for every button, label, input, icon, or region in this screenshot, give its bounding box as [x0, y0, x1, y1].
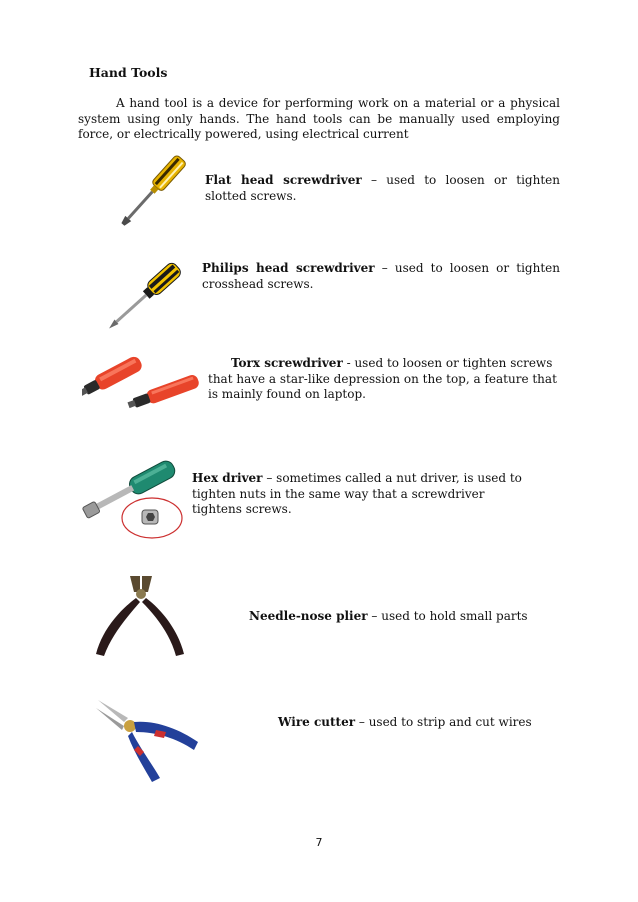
wire-cutter-image	[94, 692, 202, 782]
tool-name: Torx screwdriver	[231, 356, 343, 370]
tool-name: Wire cutter	[278, 715, 356, 729]
tool-description: used to strip and cut wires	[368, 715, 532, 729]
tool-name: Flat head screwdriver	[205, 173, 362, 187]
tool-philips-head-screwdriver: Philips head screwdriver – used to loosen or tighten crosshead screws.	[202, 261, 560, 291]
tool-description: used to loosen or tighten slotted screws.	[205, 173, 560, 203]
tool-description: used to loosen or tighten crosshead screws.	[202, 261, 560, 291]
needle-nose-plier-image	[90, 570, 192, 660]
tool-needle-nose-plier: Needle-nose plier – used to hold small parts	[249, 609, 528, 623]
tool-description: sometimes called a nut driver, is used to tighten nuts in the same way that a screwdriver tightens screws.	[192, 471, 522, 516]
tool-flat-head-screwdriver: Flat head screwdriver – used to loosen or tighten slotted screws.	[205, 173, 560, 203]
philips-head-screwdriver-image	[94, 252, 194, 342]
section-heading: Hand Tools	[89, 65, 168, 80]
hex-driver-image	[76, 450, 188, 540]
tool-hex-driver: Hex driver – sometimes called a nut driver, is used to tighten nuts in the same way that a screwdriver tightens screws.	[192, 471, 522, 516]
tool-name: Hex driver	[192, 471, 263, 485]
flat-head-screwdriver-image	[108, 146, 198, 236]
torx-screwdriver-image	[82, 348, 202, 412]
tool-name: Philips head screwdriver	[202, 261, 375, 275]
tool-wire-cutter: Wire cutter – used to strip and cut wires	[278, 715, 532, 729]
tool-description: used to loosen or tighten screws that have a star-like depression on the top, a feature that is mainly found on laptop.	[208, 356, 557, 401]
intro-text: A hand tool is a device for performing work on a material or a physical system using only hands. The hand tools can be manually used employing force, or electrically powered, using electrical current	[78, 96, 560, 141]
tool-name: Needle-nose plier	[249, 609, 368, 623]
intro-paragraph	[78, 96, 560, 143]
tool-torx-screwdriver: Torx screwdriver - used to loosen or tighten screws that have a star-like depression on the top, a feature that is mainly found on laptop.	[208, 356, 557, 401]
tool-description: used to hold small parts	[381, 609, 528, 623]
page-number: 7	[315, 836, 323, 849]
